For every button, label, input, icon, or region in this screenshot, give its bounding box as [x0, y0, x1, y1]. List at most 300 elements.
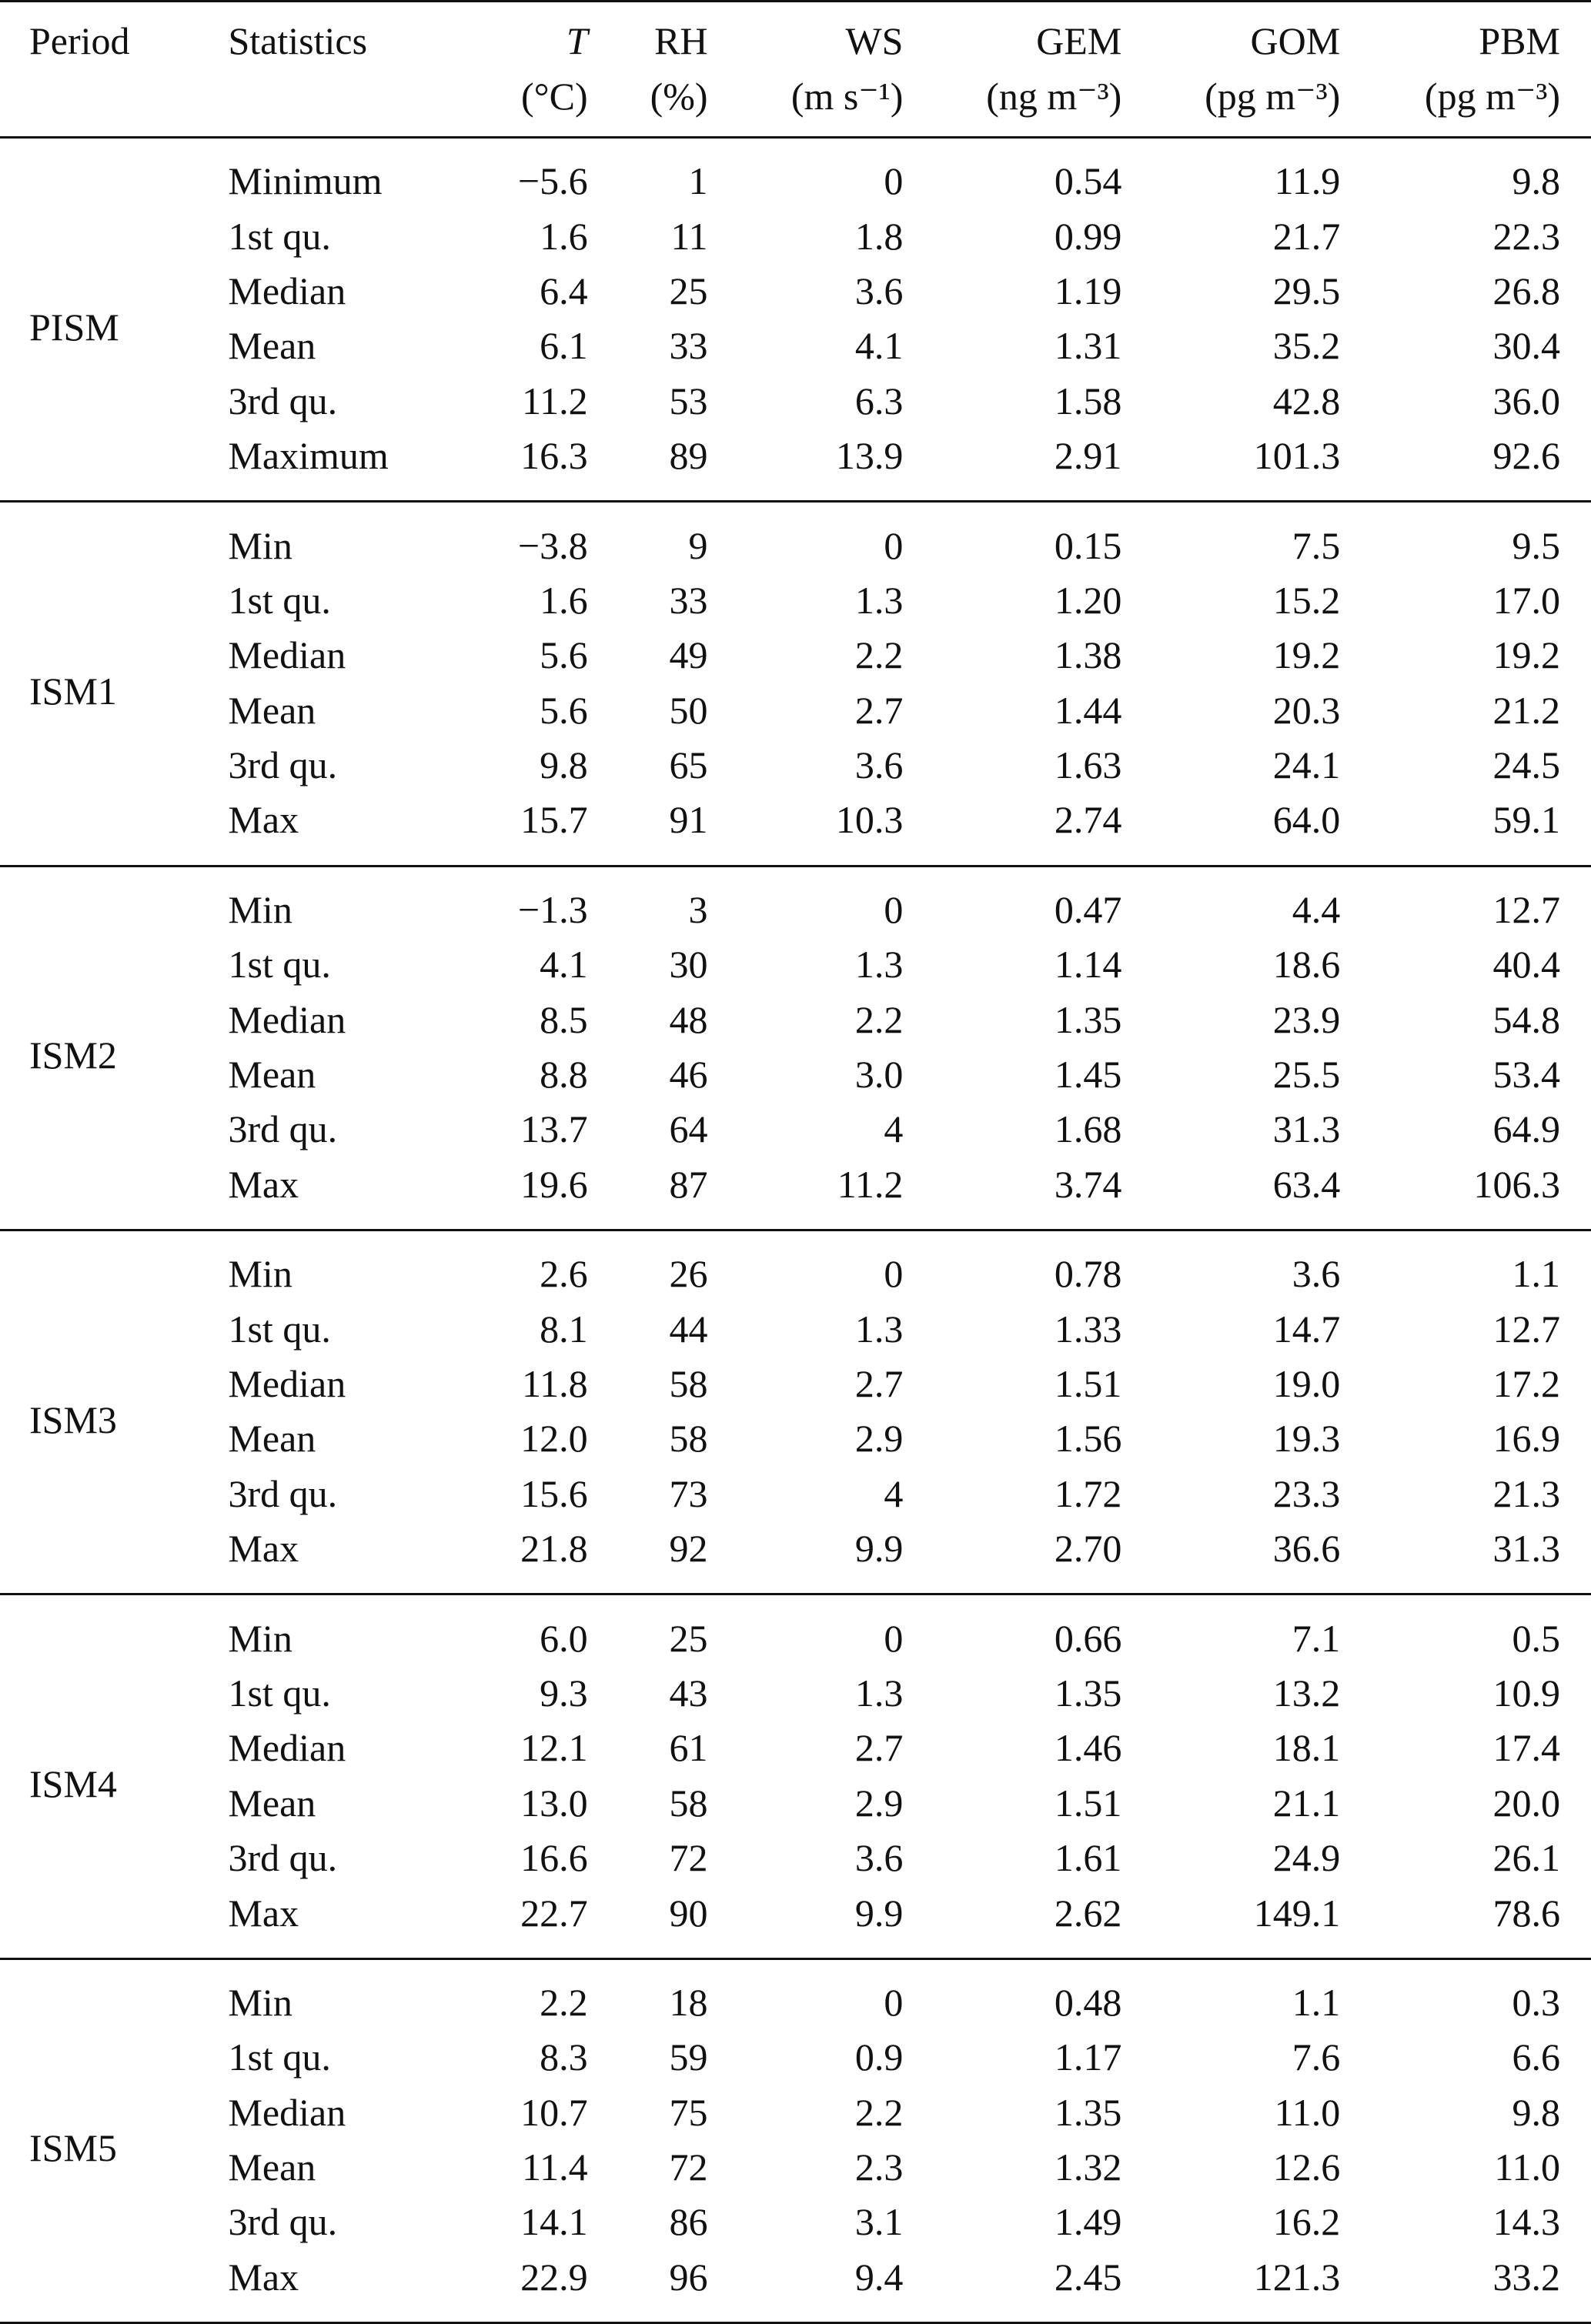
period-group-ism4 — [0, 1594, 1591, 1958]
cell-temperature: 6.1 — [540, 324, 588, 368]
cell-period: ISM1 — [29, 669, 117, 713]
cell-wind-speed: 0 — [884, 1252, 904, 1296]
cell-gem: 1.35 — [1054, 1671, 1122, 1715]
cell-pbm: 26.8 — [1492, 269, 1560, 312]
table-row — [0, 573, 1591, 628]
cell-temperature: 22.9 — [520, 2255, 588, 2299]
cell-relative-humidity: 43 — [669, 1671, 708, 1715]
cell-pbm: 17.0 — [1492, 578, 1560, 622]
cell-wind-speed: 1.8 — [854, 214, 904, 258]
period-group-pism — [0, 138, 1591, 502]
header-gem: GEM — [1036, 19, 1122, 62]
cell-wind-speed: 9.9 — [854, 1527, 904, 1571]
cell-period: PISM — [29, 305, 119, 349]
cell-temperature: 8.8 — [540, 1053, 588, 1097]
cell-gem: 1.19 — [1054, 269, 1122, 312]
cell-pbm: 17.4 — [1492, 1726, 1560, 1770]
cell-wind-speed: 1.3 — [854, 1671, 904, 1715]
table-row — [0, 209, 1591, 263]
cell-gom: 31.3 — [1272, 1107, 1341, 1151]
cell-gom: 101.3 — [1253, 434, 1341, 478]
table-row — [0, 1776, 1591, 1831]
cell-gom: 18.1 — [1272, 1726, 1341, 1770]
cell-gom: 149.1 — [1253, 1891, 1341, 1935]
cell-gom: 21.7 — [1272, 214, 1341, 258]
cell-wind-speed: 0 — [884, 159, 904, 203]
table-row — [0, 1301, 1591, 1356]
cell-pbm: 12.7 — [1492, 887, 1560, 931]
cell-relative-humidity: 58 — [669, 1417, 708, 1461]
cell-pbm: 14.3 — [1492, 2200, 1560, 2244]
table-row — [0, 2085, 1591, 2140]
cell-gom: 7.1 — [1292, 1616, 1341, 1660]
cell-gom: 29.5 — [1272, 269, 1341, 312]
table-row — [0, 937, 1591, 992]
cell-gem: 0.66 — [1054, 1616, 1122, 1660]
cell-gem: 1.72 — [1054, 1471, 1122, 1515]
cell-statistic: 1st qu. — [228, 2035, 331, 2079]
cell-statistic: Mean — [228, 1053, 316, 1097]
cell-gom: 1.1 — [1292, 1980, 1341, 2024]
cell-gem: 1.58 — [1054, 379, 1122, 422]
cell-gem: 1.35 — [1054, 2090, 1122, 2134]
cell-wind-speed: 6.3 — [854, 379, 904, 422]
header-wind-speed: WS — [845, 19, 904, 62]
cell-statistic: Mean — [228, 324, 316, 368]
cell-temperature: 13.0 — [520, 1781, 588, 1825]
cell-pbm: 0.5 — [1512, 1616, 1560, 1660]
cell-pbm: 64.9 — [1492, 1107, 1560, 1151]
cell-gem: 1.14 — [1054, 943, 1122, 987]
cell-statistic: Median — [228, 269, 346, 312]
cell-temperature: 15.6 — [520, 1471, 588, 1515]
cell-gom: 63.4 — [1272, 1162, 1341, 1206]
table-row — [0, 1666, 1591, 1721]
cell-gem: 2.74 — [1054, 798, 1122, 842]
cell-pbm: 12.7 — [1492, 1307, 1560, 1351]
cell-temperature: 5.6 — [540, 633, 588, 677]
header-pbm: PBM — [1479, 19, 1560, 62]
cell-pbm: 10.9 — [1492, 1671, 1560, 1715]
cell-gom: 3.6 — [1292, 1252, 1341, 1296]
cell-wind-speed: 11.2 — [837, 1162, 904, 1206]
table-row — [0, 2140, 1591, 2195]
cell-relative-humidity: 3 — [688, 887, 708, 931]
cell-relative-humidity: 46 — [669, 1053, 708, 1097]
cell-statistic: 3rd qu. — [228, 1471, 338, 1515]
cell-gem: 3.74 — [1054, 1162, 1122, 1206]
cell-pbm: 59.1 — [1492, 798, 1560, 842]
cell-relative-humidity: 44 — [669, 1307, 708, 1351]
cell-temperature: 10.7 — [520, 2090, 588, 2134]
cell-relative-humidity: 30 — [669, 943, 708, 987]
header-period-unit-empty — [0, 68, 202, 138]
period-group-ism5 — [0, 1958, 1591, 2322]
cell-pbm: 1.1 — [1512, 1252, 1560, 1296]
table-top-rule — [0, 0, 1591, 2]
cell-gom: 36.6 — [1272, 1527, 1341, 1571]
cell-temperature: −3.8 — [517, 523, 588, 567]
cell-wind-speed: 2.3 — [854, 2145, 904, 2189]
cell-relative-humidity: 58 — [669, 1781, 708, 1825]
cell-temperature: 8.3 — [540, 2035, 588, 2079]
cell-relative-humidity: 33 — [669, 578, 708, 622]
cell-period: ISM2 — [29, 1033, 117, 1077]
cell-pbm: 53.4 — [1492, 1053, 1560, 1097]
cell-statistic: Max — [228, 798, 299, 842]
cell-wind-speed: 9.4 — [854, 2255, 904, 2299]
cell-statistic: Median — [228, 997, 346, 1041]
cell-wind-speed: 2.7 — [854, 1362, 904, 1405]
cell-gem: 2.91 — [1054, 434, 1122, 478]
cell-gem: 1.46 — [1054, 1726, 1122, 1770]
cell-temperature: 6.0 — [540, 1616, 588, 1660]
cell-wind-speed: 9.9 — [854, 1891, 904, 1935]
cell-gem: 2.45 — [1054, 2255, 1122, 2299]
table-row — [0, 1958, 1591, 2030]
cell-relative-humidity: 61 — [669, 1726, 708, 1770]
cell-statistic: 1st qu. — [228, 578, 331, 622]
header-relative-humidity-unit: (%) — [650, 75, 708, 118]
cell-temperature: 1.6 — [540, 214, 588, 258]
table-row — [0, 319, 1591, 373]
cell-relative-humidity: 91 — [669, 798, 708, 842]
cell-temperature: 11.4 — [521, 2145, 588, 2189]
cell-gem: 1.49 — [1054, 2200, 1122, 2244]
cell-pbm: 26.1 — [1492, 1836, 1560, 1880]
cell-statistic: Maximum — [228, 434, 389, 478]
cell-relative-humidity: 1 — [688, 159, 708, 203]
table-row — [0, 1594, 1591, 1666]
cell-statistic: Max — [228, 1162, 299, 1206]
cell-statistic: Min — [228, 1980, 292, 2024]
cell-wind-speed: 0 — [884, 523, 904, 567]
cell-wind-speed: 4.1 — [854, 324, 904, 368]
cell-gem: 1.61 — [1054, 1836, 1122, 1880]
cell-gom: 11.9 — [1274, 159, 1341, 203]
header-gom-unit: (pg m⁻³) — [1205, 75, 1341, 118]
cell-pbm: 24.5 — [1492, 743, 1560, 787]
cell-gem: 0.99 — [1054, 214, 1122, 258]
cell-relative-humidity: 89 — [669, 434, 708, 478]
cell-wind-speed: 3.6 — [854, 1836, 904, 1880]
cell-temperature: 11.8 — [521, 1362, 588, 1405]
cell-relative-humidity: 59 — [669, 2035, 708, 2079]
cell-pbm: 19.2 — [1492, 633, 1560, 677]
cell-relative-humidity: 18 — [669, 1980, 708, 2024]
table-row — [0, 628, 1591, 683]
cell-temperature: 22.7 — [520, 1891, 588, 1935]
cell-gom: 24.9 — [1272, 1836, 1341, 1880]
cell-relative-humidity: 26 — [669, 1252, 708, 1296]
cell-statistic: Min — [228, 1252, 292, 1296]
cell-statistic: Min — [228, 523, 292, 567]
cell-temperature: 8.5 — [540, 997, 588, 1041]
cell-pbm: 17.2 — [1492, 1362, 1560, 1405]
table-row — [0, 1411, 1591, 1466]
table-row — [0, 1047, 1591, 1102]
table-row — [0, 738, 1591, 793]
cell-relative-humidity: 49 — [669, 633, 708, 677]
cell-pbm: 0.3 — [1512, 1980, 1560, 2024]
cell-gem: 2.62 — [1054, 1891, 1122, 1935]
cell-temperature: 19.6 — [520, 1162, 588, 1206]
table-header — [0, 0, 1591, 138]
cell-relative-humidity: 92 — [669, 1527, 708, 1571]
cell-pbm: 54.8 — [1492, 997, 1560, 1041]
cell-wind-speed: 3.0 — [854, 1053, 904, 1097]
cell-statistic: Mean — [228, 2145, 316, 2189]
cell-gem: 0.48 — [1054, 1980, 1122, 2024]
cell-temperature: 2.6 — [540, 1252, 588, 1296]
cell-relative-humidity: 65 — [669, 743, 708, 787]
cell-gem: 1.51 — [1054, 1781, 1122, 1825]
cell-pbm: 78.6 — [1492, 1891, 1560, 1935]
cell-temperature: −1.3 — [517, 887, 588, 931]
cell-gem: 2.70 — [1054, 1527, 1122, 1571]
header-period: Period — [29, 19, 130, 62]
header-temperature-unit: (°C) — [520, 75, 588, 118]
table-row — [0, 1885, 1591, 1958]
cell-temperature: 8.1 — [540, 1307, 588, 1351]
table-row — [0, 264, 1591, 319]
table-row — [0, 374, 1591, 429]
cell-pbm: 9.8 — [1512, 159, 1560, 203]
cell-gom: 19.3 — [1272, 1417, 1341, 1461]
table-row — [0, 1357, 1591, 1411]
cell-gom: 121.3 — [1253, 2255, 1341, 2299]
cell-relative-humidity: 64 — [669, 1107, 708, 1151]
cell-wind-speed: 4 — [884, 1107, 904, 1151]
cell-relative-humidity: 72 — [669, 1836, 708, 1880]
cell-statistic: 1st qu. — [228, 214, 331, 258]
cell-statistic: 3rd qu. — [228, 1836, 338, 1880]
cell-temperature: 13.7 — [520, 1107, 588, 1151]
cell-gom: 23.9 — [1272, 997, 1341, 1041]
cell-wind-speed: 2.9 — [854, 1781, 904, 1825]
cell-statistic: Max — [228, 2255, 299, 2299]
cell-wind-speed: 10.3 — [835, 798, 904, 842]
table-row — [0, 2250, 1591, 2323]
cell-pbm: 6.6 — [1512, 2035, 1560, 2079]
table-row — [0, 429, 1591, 502]
cell-statistic: 1st qu. — [228, 943, 331, 987]
cell-relative-humidity: 58 — [669, 1362, 708, 1405]
table-row — [0, 138, 1591, 209]
cell-statistic: Median — [228, 1726, 346, 1770]
cell-pbm: 9.5 — [1512, 523, 1560, 567]
cell-relative-humidity: 73 — [669, 1471, 708, 1515]
cell-gom: 24.1 — [1272, 743, 1341, 787]
cell-temperature: 15.7 — [520, 798, 588, 842]
cell-gem: 1.20 — [1054, 578, 1122, 622]
cell-relative-humidity: 87 — [669, 1162, 708, 1206]
cell-gom: 11.0 — [1274, 2090, 1341, 2134]
cell-wind-speed: 1.3 — [854, 943, 904, 987]
cell-pbm: 36.0 — [1492, 379, 1560, 422]
cell-gom: 21.1 — [1272, 1781, 1341, 1825]
period-group-ism1 — [0, 502, 1591, 866]
cell-pbm: 21.2 — [1492, 688, 1560, 732]
cell-temperature: 1.6 — [540, 578, 588, 622]
cell-pbm: 106.3 — [1473, 1162, 1560, 1206]
cell-relative-humidity: 9 — [688, 523, 708, 567]
cell-wind-speed: 3.6 — [854, 743, 904, 787]
table-row — [0, 2195, 1591, 2249]
cell-temperature: 14.1 — [520, 2200, 588, 2244]
table-row — [0, 1230, 1591, 1302]
table-row — [0, 1721, 1591, 1775]
cell-pbm: 40.4 — [1492, 943, 1560, 987]
cell-temperature: 21.8 — [520, 1527, 588, 1571]
header-statistics-unit-empty — [202, 68, 459, 138]
cell-statistic: Min — [228, 1616, 292, 1660]
cell-statistic: Median — [228, 2090, 346, 2134]
table-row — [0, 2030, 1591, 2085]
cell-statistic: Min — [228, 887, 292, 931]
cell-statistic: Mean — [228, 1417, 316, 1461]
cell-relative-humidity: 75 — [669, 2090, 708, 2134]
table-row — [0, 683, 1591, 738]
cell-gom: 18.6 — [1272, 943, 1341, 987]
cell-pbm: 16.9 — [1492, 1417, 1560, 1461]
cell-statistic: Minimum — [228, 159, 383, 203]
cell-relative-humidity: 90 — [669, 1891, 708, 1935]
cell-pbm: 31.3 — [1492, 1527, 1560, 1571]
table-row — [0, 992, 1591, 1047]
cell-wind-speed: 0 — [884, 1980, 904, 2024]
cell-pbm: 33.2 — [1492, 2255, 1560, 2299]
cell-gem: 1.17 — [1054, 2035, 1122, 2079]
cell-wind-speed: 2.7 — [854, 688, 904, 732]
cell-statistic: 1st qu. — [228, 1307, 331, 1351]
cell-temperature: −5.6 — [517, 159, 588, 203]
cell-wind-speed: 1.3 — [854, 578, 904, 622]
cell-wind-speed: 0 — [884, 1616, 904, 1660]
cell-gom: 12.6 — [1272, 2145, 1341, 2189]
cell-statistic: Median — [228, 633, 346, 677]
cell-gom: 25.5 — [1272, 1053, 1341, 1097]
cell-temperature: 6.4 — [540, 269, 588, 312]
cell-gom: 13.2 — [1272, 1671, 1341, 1715]
cell-gom: 64.0 — [1272, 798, 1341, 842]
cell-gem: 0.15 — [1054, 523, 1122, 567]
cell-statistic: 3rd qu. — [228, 2200, 338, 2244]
cell-statistic: 1st qu. — [228, 1671, 331, 1715]
cell-wind-speed: 4 — [884, 1471, 904, 1515]
cell-pbm: 20.0 — [1492, 1781, 1560, 1825]
cell-period: ISM5 — [29, 2126, 117, 2170]
cell-gom: 20.3 — [1272, 688, 1341, 732]
header-temperature: T — [566, 19, 588, 62]
header-gem-unit: (ng m⁻³) — [986, 75, 1122, 118]
cell-gom: 19.0 — [1272, 1362, 1341, 1405]
cell-wind-speed: 0 — [884, 887, 904, 931]
cell-gem: 1.51 — [1054, 1362, 1122, 1405]
period-group-ism2 — [0, 866, 1591, 1230]
cell-relative-humidity: 33 — [669, 324, 708, 368]
cell-gem: 1.35 — [1054, 997, 1122, 1041]
table-row — [0, 1102, 1591, 1157]
cell-relative-humidity: 50 — [669, 688, 708, 732]
cell-relative-humidity: 53 — [669, 379, 708, 422]
cell-relative-humidity: 48 — [669, 997, 708, 1041]
cell-statistic: 3rd qu. — [228, 379, 338, 422]
cell-relative-humidity: 86 — [669, 2200, 708, 2244]
header-relative-humidity: RH — [654, 19, 708, 62]
cell-statistic: Mean — [228, 1781, 316, 1825]
table-row — [0, 1831, 1591, 1885]
cell-statistic: Max — [228, 1527, 299, 1571]
cell-statistic: Median — [228, 1362, 346, 1405]
cell-relative-humidity: 72 — [669, 2145, 708, 2189]
cell-gem: 1.56 — [1054, 1417, 1122, 1461]
table-row — [0, 1157, 1591, 1230]
header-pbm-unit: (pg m⁻³) — [1424, 75, 1560, 118]
cell-gom: 4.4 — [1292, 887, 1341, 931]
cell-pbm: 9.8 — [1512, 2090, 1560, 2134]
cell-temperature: 16.6 — [520, 1836, 588, 1880]
cell-gom: 19.2 — [1272, 633, 1341, 677]
cell-pbm: 21.3 — [1492, 1471, 1560, 1515]
cell-gem: 0.54 — [1054, 159, 1122, 203]
cell-wind-speed: 2.2 — [854, 633, 904, 677]
header-statistics: Statistics — [228, 19, 368, 62]
cell-statistic: Max — [228, 1891, 299, 1935]
cell-temperature: 12.0 — [520, 1417, 588, 1461]
cell-gem: 1.45 — [1054, 1053, 1122, 1097]
cell-relative-humidity: 25 — [669, 269, 708, 312]
cell-period: ISM4 — [29, 1762, 117, 1806]
cell-gom: 15.2 — [1272, 578, 1341, 622]
cell-gem: 1.44 — [1054, 688, 1122, 732]
cell-relative-humidity: 25 — [669, 1616, 708, 1660]
cell-gem: 0.47 — [1054, 887, 1122, 931]
cell-temperature: 12.1 — [520, 1726, 588, 1770]
cell-pbm: 11.0 — [1494, 2145, 1560, 2189]
cell-wind-speed: 2.7 — [854, 1726, 904, 1770]
cell-wind-speed: 13.9 — [835, 434, 904, 478]
cell-wind-speed: 1.3 — [854, 1307, 904, 1351]
header-row-units — [0, 68, 1591, 138]
cell-temperature: 9.8 — [540, 743, 588, 787]
cell-gem: 1.68 — [1054, 1107, 1122, 1151]
table-row — [0, 793, 1591, 866]
cell-gem: 1.32 — [1054, 2145, 1122, 2189]
table-row — [0, 1467, 1591, 1521]
cell-gom: 16.2 — [1272, 2200, 1341, 2244]
cell-gom: 35.2 — [1272, 324, 1341, 368]
cell-statistic: 3rd qu. — [228, 743, 338, 787]
cell-temperature: 16.3 — [520, 434, 588, 478]
cell-gem: 1.31 — [1054, 324, 1122, 368]
cell-gom: 23.3 — [1272, 1471, 1341, 1515]
table-row — [0, 1521, 1591, 1594]
header-wind-speed-unit: (m s⁻¹) — [790, 75, 904, 118]
table-row — [0, 502, 1591, 573]
period-group-ism3 — [0, 1230, 1591, 1594]
cell-pbm: 22.3 — [1492, 214, 1560, 258]
cell-temperature: 9.3 — [540, 1671, 588, 1715]
table-row — [0, 866, 1591, 937]
cell-gem: 1.38 — [1054, 633, 1122, 677]
cell-gem: 1.63 — [1054, 743, 1122, 787]
cell-wind-speed: 3.1 — [854, 2200, 904, 2244]
cell-period: ISM3 — [29, 1397, 117, 1441]
header-gom: GOM — [1250, 19, 1341, 62]
cell-wind-speed: 2.2 — [854, 2090, 904, 2134]
header-row-names — [0, 0, 1591, 68]
